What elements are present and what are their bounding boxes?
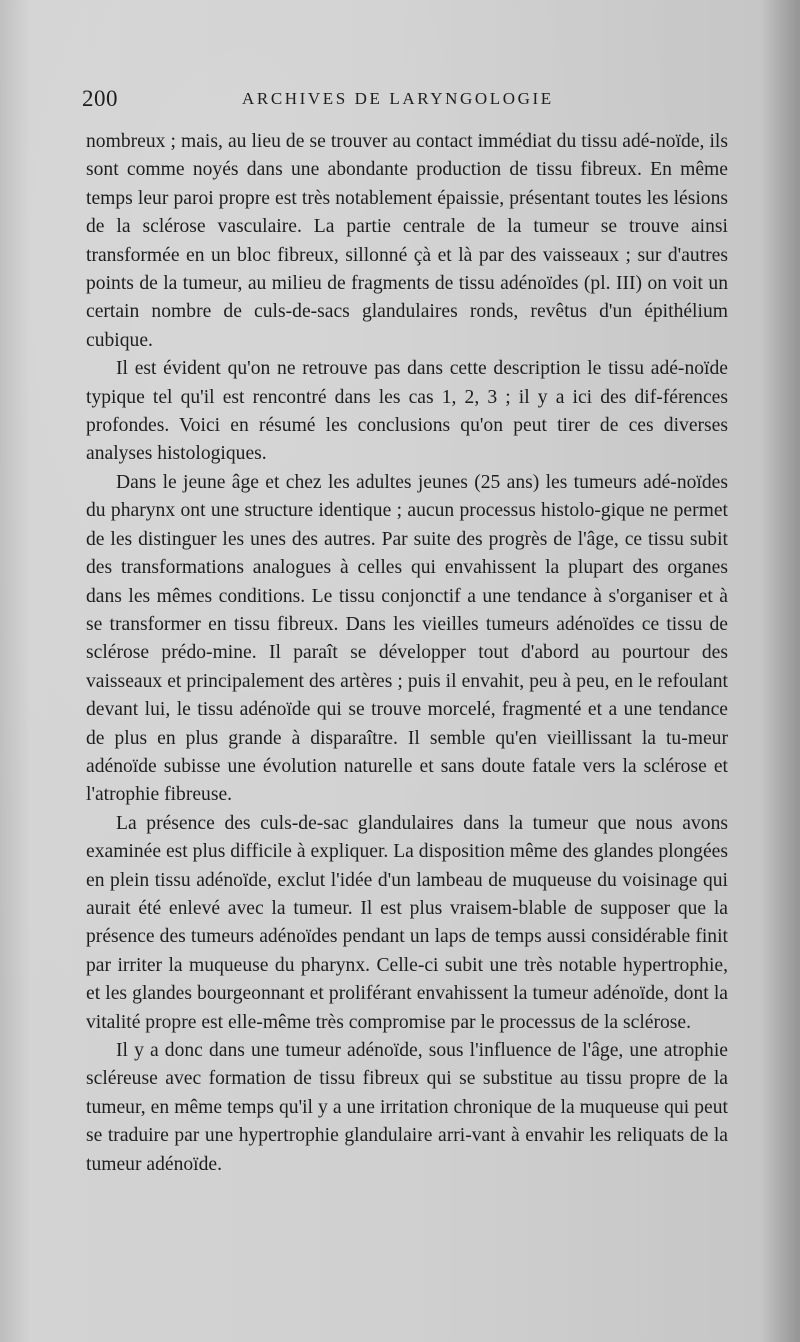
page-edge-shadow: [760, 0, 800, 1342]
running-title: ARCHIVES DE LARYNGOLOGIE: [242, 89, 554, 108]
page-header: [82, 86, 722, 118]
paragraph: nombreux ; mais, au lieu de se trouver au contact immédiat du tissu adé-noïde, ils sont comme noyés dans une abondante production de tissu fibreux. En même temps leur paroi propre est très notablement épaissie, présentant toutes les lésions de la sclérose vasculaire. La partie centrale de la tumeur se trouve ainsi transformée en un bloc fibreux, sillonné çà et là par des vaisseaux ; sur d'autres points de la tumeur, au milieu de fragments de tissu adénoïdes (pl. III) on voit un certain nombre de culs-de-sacs glandulaires ronds, revêtus d'un épithélium cubique.: [86, 131, 728, 351]
paragraph: Il est évident qu'on ne retrouve pas dans cette description le tissu adé-noïde typique tel qu'il est rencontré dans les cas 1, 2, 3 ; il y a ici des dif-férences profondes. Voici en résumé les conclusions qu'on peut tirer de ces diverses analyses histologiques.: [86, 358, 728, 465]
body-text: [86, 128, 728, 1179]
page-number: 200: [82, 86, 118, 111]
paragraph: Dans le jeune âge et chez les adultes jeunes (25 ans) les tumeurs adé-noïdes du pharynx ont une structure identique ; aucun processus histolo-gique ne permet de les distinguer les unes des autres. Par suite des progrès de l'âge, ce tissu subit des transformations analogues à celles qui envahissent la plupart des organes dans les mêmes conditions. Le tissu conjonctif a une tendance à s'organiser et à se transformer en tissu fibreux. Dans les vieilles tumeurs adénoïdes ce tissu de sclérose prédo-mine. Il paraît se développer tout d'abord au pourtour des vaisseaux et principalement des artères ; puis il envahit, peu à peu, en le refoulant devant lui, le tissu adénoïde qui se trouve morcelé, fragmenté et a une tendance de plus en plus grande à disparaître. Il semble qu'en vieillissant la tu-meur adénoïde subisse une évolution naturelle et sans doute fatale vers la sclérose et l'atrophie fibreuse.: [86, 471, 728, 806]
paragraph: La présence des culs-de-sac glandulaires dans la tumeur que nous avons examinée est plus difficile à expliquer. La disposition même des glandes plongées en plein tissu adénoïde, exclut l'idée d'un lambeau de muqueuse du voisinage qui aurait été enlevé avec la tumeur. Il est plus vraisem-blable de supposer que la présence des tumeurs adénoïdes pendant un laps de temps aussi considérable finit par irriter la muqueuse du pharynx. Celle-ci subit une très notable hypertrophie, et les glandes bourgeonnant et proliférant envahissent la tumeur adénoïde, dont la vitalité propre est elle-même très compromise par le processus de la sclérose.: [86, 812, 728, 1033]
paragraph: Il y a donc dans une tumeur adénoïde, sous l'influence de l'âge, une atrophie scléreuse avec formation de tissu fibreux qui se substitue au tissu propre de la tumeur, en même temps qu'il y a une irritation chronique de la muqueuse qui peut se traduire par une hypertrophie glandulaire arri-vant à envahir les reliquats de la tumeur adénoïde.: [86, 1040, 728, 1175]
